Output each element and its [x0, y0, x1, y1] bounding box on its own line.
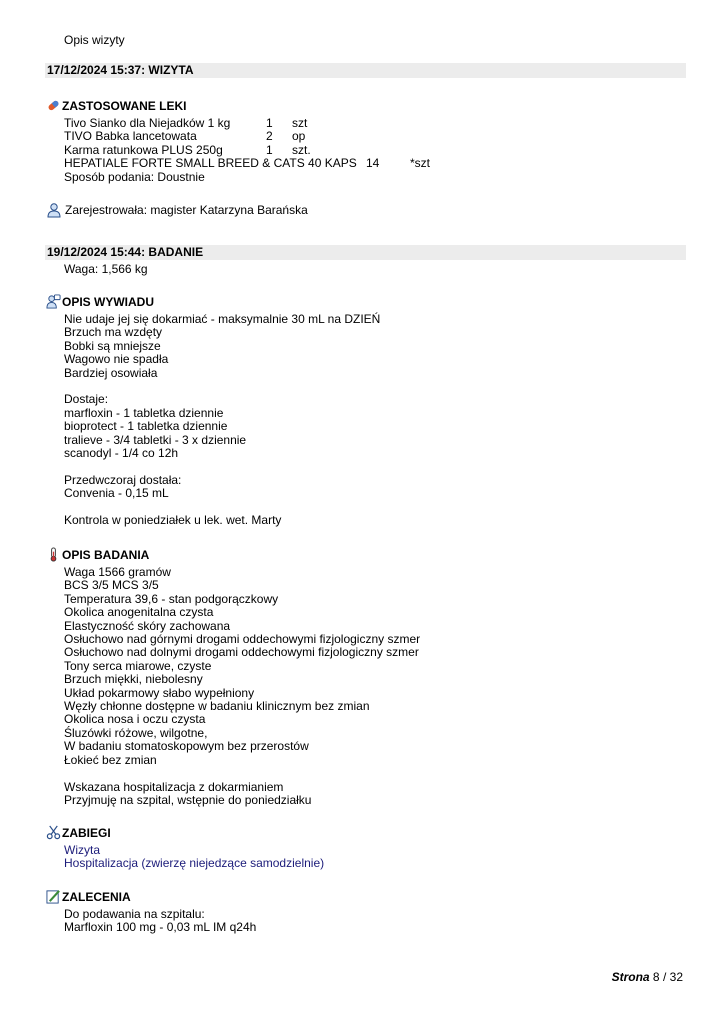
- text-line: Łokieć bez zmian: [64, 752, 157, 767]
- recommendation-line: Marfloxin 100 mg - 0,03 mL IM q24h: [64, 920, 257, 935]
- text-line: marfloxin - 1 tabletka dziennie: [64, 405, 224, 420]
- text-line: [64, 380, 380, 393]
- text-line: Osłuchowo nad dolnymi drogami oddechowymi fizjologiczny szmer: [64, 645, 419, 660]
- section-zabiegi: [46, 825, 111, 840]
- weight-line: Waga: 1,566 kg: [64, 262, 148, 276]
- med-qty: 14: [366, 156, 380, 171]
- text-line: Osłuchowo nad górnymi drogami oddechowymi fizjologiczny szmer: [64, 632, 421, 647]
- med-qty: 1: [266, 142, 273, 157]
- entry-header-exam: 19/12/2024 15:44: BADANIE: [45, 245, 686, 260]
- text-line: Okolica anogenitalna czysta: [64, 605, 214, 620]
- med-unit: szt.: [292, 142, 311, 157]
- text-line: [64, 460, 380, 473]
- text-line: Temperatura 39,6 - stan podgorączkowy: [64, 591, 279, 606]
- med-unit: szt: [292, 116, 308, 130]
- text-line: scanodyl - 1/4 co 12h: [64, 446, 179, 461]
- section-title: OPIS BADANIA: [62, 547, 150, 562]
- section-opis-badania: [46, 547, 149, 562]
- text-line: tralieve - 3/4 tabletki - 3 x dziennie: [64, 432, 247, 447]
- section-title: ZALECENIA: [62, 889, 131, 904]
- section-opis-wywiadu: [46, 294, 154, 309]
- text-line: [64, 501, 380, 514]
- text-line: Elastyczność skóry zachowana: [64, 618, 231, 633]
- text-line: bioprotect - 1 tabletka dziennie: [64, 419, 228, 434]
- text-line: BCS 3/5 MCS 3/5: [64, 578, 159, 593]
- user-icon: [46, 202, 62, 218]
- page-total: 32: [669, 970, 683, 984]
- text-line: Brzuch miękki, niebolesny: [64, 672, 203, 687]
- text-line: Okolica nosa i oczu czysta: [64, 712, 206, 727]
- text-line: Dostaje:: [64, 392, 109, 407]
- thermometer-icon: [46, 547, 61, 562]
- med-name: HEPATIALE FORTE SMALL BREED & CATS 40 KAPS: [64, 156, 357, 171]
- section-title: OPIS WYWIADU: [62, 294, 154, 309]
- exam-text: [64, 566, 420, 807]
- text-line: Tony serca miarowe, czyste: [64, 658, 212, 673]
- section-title: ZASTOSOWANE LEKI: [62, 98, 187, 113]
- section-title: ZABIEGI: [62, 825, 111, 840]
- registered-by-text: Zarejestrowała: magister Katarzyna Barańska: [65, 203, 308, 217]
- administration-route: Sposób podania: Doustnie: [64, 169, 205, 184]
- page-current: 8: [652, 970, 660, 984]
- med-name: Tivo Sianko dla Niejadków 1 kg: [64, 116, 231, 130]
- registered-by: [46, 202, 308, 218]
- text-line: Przedwczoraj dostała:: [64, 472, 182, 487]
- text-line: Przyjmuję na szpital, wstępnie do poniedziałku: [64, 792, 312, 807]
- pill-icon: [46, 98, 61, 113]
- text-line: Kontrola w poniedziałek u lek. wet. Marty: [64, 513, 282, 528]
- text-line: W badaniu stomatoskopowym bez przerostów: [64, 739, 309, 754]
- med-name: Karma ratunkowa PLUS 250g: [64, 142, 223, 157]
- text-line: Wskazana hospitalizacja z dokarmianiem: [64, 779, 284, 794]
- text-line: Bobki są mniejsze: [64, 338, 161, 353]
- med-qty: 2: [266, 129, 273, 144]
- text-line: Nie udaje jej się dokarmiać - maksymalnie 30 mL na DZIEŃ: [64, 312, 381, 326]
- text-line: Układ pokarmowy słabo wypełniony: [64, 685, 255, 700]
- text-line: Brzuch ma wzdęty: [64, 325, 163, 340]
- med-unit: op: [292, 129, 306, 144]
- interview-icon: [46, 294, 61, 309]
- entry-header-visit: 17/12/2024 15:37: WIZYTA: [45, 63, 686, 78]
- procedure-item: Hospitalizacja (zwierzę niejedzące samodzielnie): [64, 856, 325, 871]
- text-line: Waga 1566 gramów: [64, 565, 171, 579]
- text-line: Convenia - 0,15 mL: [64, 486, 169, 501]
- page-number: [612, 970, 683, 984]
- med-name: TIVO Babka lancetowata: [64, 129, 197, 144]
- section-zastosowane-leki: [46, 98, 186, 113]
- interview-text: [64, 313, 380, 528]
- page-separator: /: [662, 970, 667, 984]
- text-line: Śluzówki różowe, wilgotne,: [64, 725, 208, 740]
- scissors-icon: [46, 825, 61, 840]
- recommendation-line: Do podawania na szpitalu:: [64, 907, 205, 921]
- section-zalecenia: [46, 889, 131, 904]
- med-qty: 1: [266, 116, 273, 130]
- med-unit: *szt: [410, 156, 431, 171]
- text-line: Wagowo nie spadła: [64, 352, 169, 367]
- text-line: Bardziej osowiała: [64, 365, 158, 380]
- procedure-item: Wizyta: [64, 843, 100, 857]
- pencil-note-icon: [46, 889, 61, 904]
- text-line: [64, 767, 420, 780]
- intro-line: Opis wizyty: [64, 33, 125, 47]
- page-label: Strona: [611, 970, 650, 984]
- text-line: Węzły chłonne dostępne w badaniu klinicznym bez zmian: [64, 699, 370, 714]
